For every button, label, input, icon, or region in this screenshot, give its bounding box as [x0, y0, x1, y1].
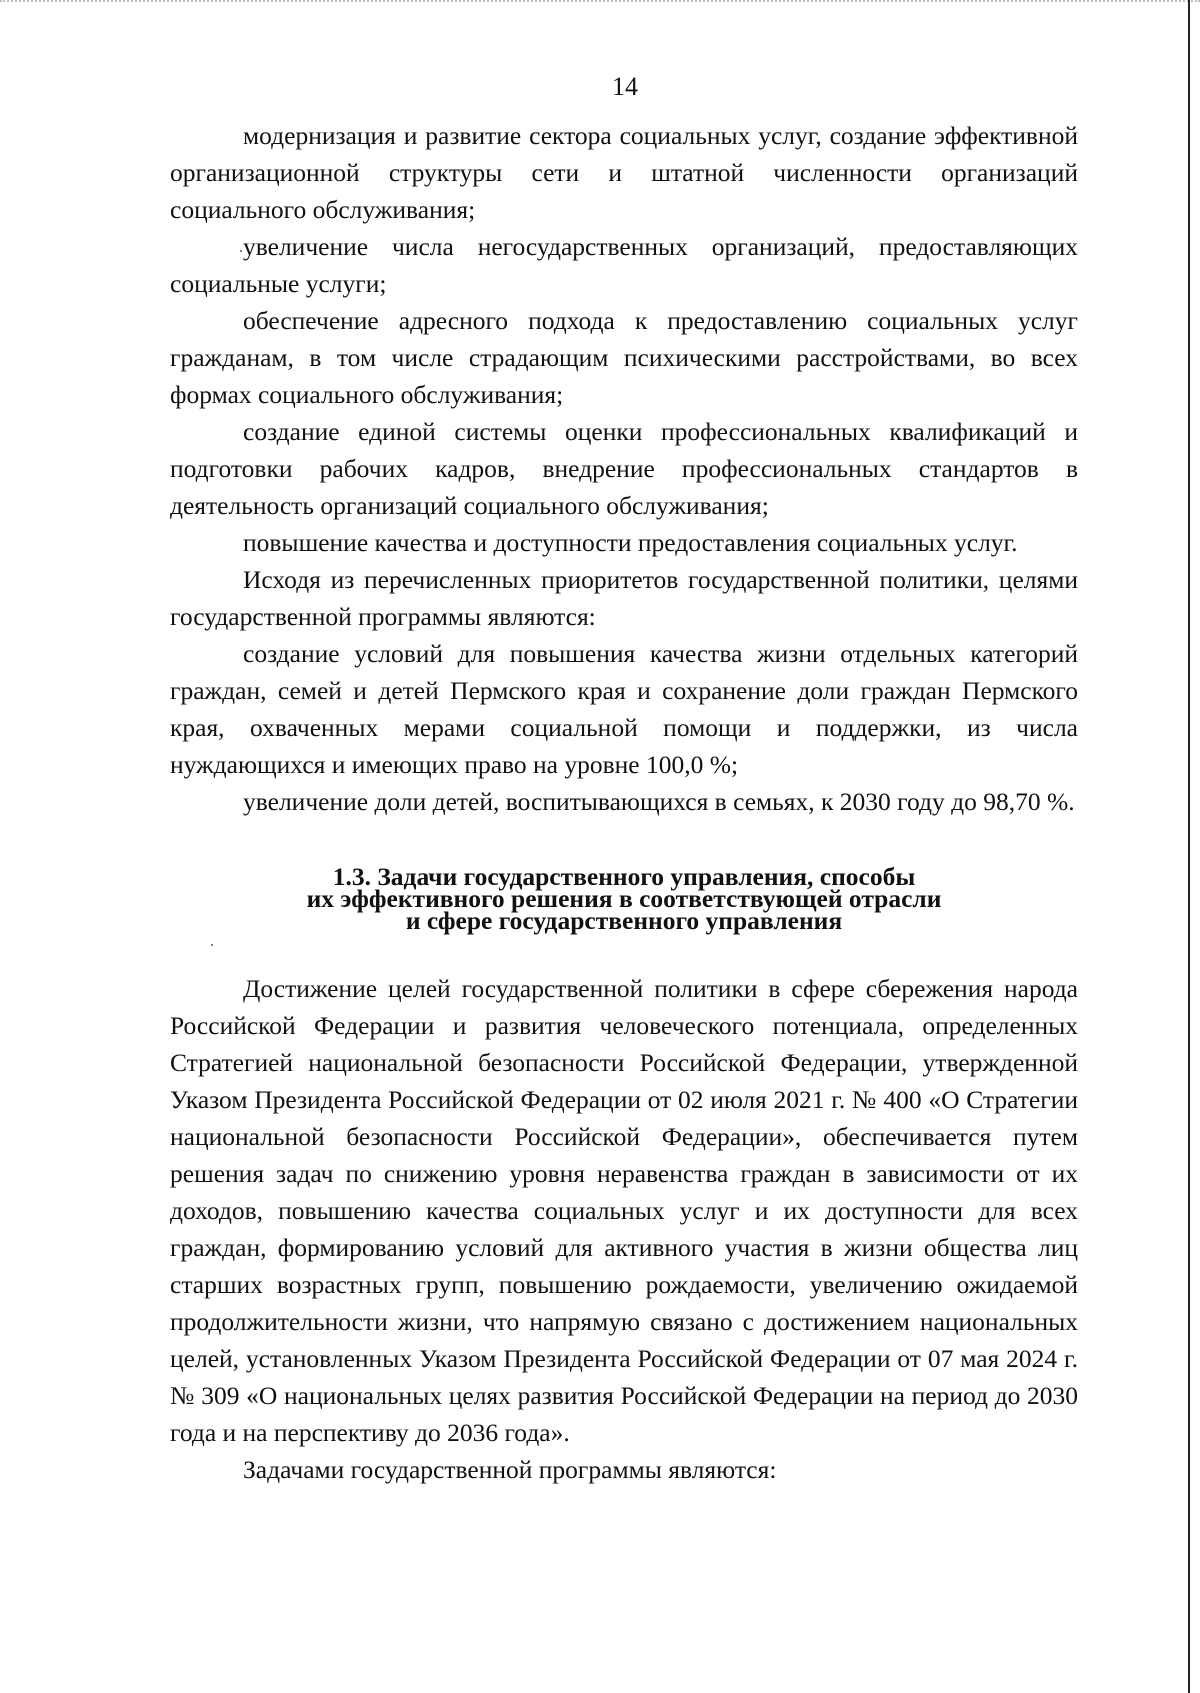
- section-heading-line: и сфере государственного управления: [405, 906, 843, 935]
- section-heading-line: 1.3. Задачи государственного управления, способы: [332, 862, 916, 891]
- paragraph: Достижение целей государственной политики в сфере сбережения народа Российской Федерации и развития человеческого потенциала, определенных Стратегией национальной безопасности Российской Федерации, утвержденной Указом Президента Российской Федерации от 02 июля 2021 г. № 400 «О Стратегии национальной безопасности Российской Федерации», обеспечивается путем решения задач по снижению уровня неравенства граждан в зависимости от их доходов, повышению качества социальных услуг и их доступности для всех граждан, формированию условий для активного участия в жизни общества лиц старших возрастных групп, повышению рождаемости, увеличению ожидаемой продолжительности жизни, что напрямую связано с достижением национальных целей, установленных Указом Президента Российской Федерации от 07 мая 2024 г. № 309 «О национальных целях развития Российской Федерации на период до 2030 года и на перспективу до 2036 года».: [170, 974, 1078, 1447]
- paragraph: Задачами государственной программы являются:: [243, 1455, 777, 1484]
- section-heading-line: их эффективного решения в соответствующей отрасли: [306, 884, 942, 913]
- paragraph: повышение качества и доступности предоставления социальных услуг.: [243, 528, 1018, 557]
- document-body: [170, 117, 1078, 1488]
- paragraph: модернизация и развитие сектора социальных услуг, создание эффективной организационной структуры сети и штатной численности организаций социального обслуживания;: [170, 121, 1078, 224]
- scan-top-edge: [0, 0, 1200, 8]
- paragraph: увеличение числа негосударственных организаций, предоставляющих социальные услуги;: [170, 232, 1078, 298]
- paragraph: Исходя из перечисленных приоритетов государственной политики, целями государственной программы являются:: [170, 565, 1078, 631]
- page-right-edge: [1188, 0, 1190, 1693]
- page-number: 14: [612, 72, 638, 101]
- paragraph: создание единой системы оценки профессиональных квалификаций и подготовки рабочих кадров, внедрение профессиональных стандартов в деятельность организаций социального обслуживания;: [170, 417, 1078, 520]
- paragraph: обеспечение адресного подхода к предоставлению социальных услуг гражданам, в том числе страдающим психическими расстройствами, во всех формах социального обслуживания;: [170, 306, 1078, 409]
- section-heading: [170, 862, 1078, 935]
- paragraph: увеличение доли детей, воспитывающихся в семьях, к 2030 году до 98,70 %.: [243, 787, 1075, 816]
- paragraph: создание условий для повышения качества жизни отдельных категорий граждан, семей и детей Пермского края и сохранение доли граждан Пермского края, охваченных мерами социальной помощи и поддержки, из числа нуждающихся и имеющих право на уровне 100,0 %;: [170, 639, 1078, 779]
